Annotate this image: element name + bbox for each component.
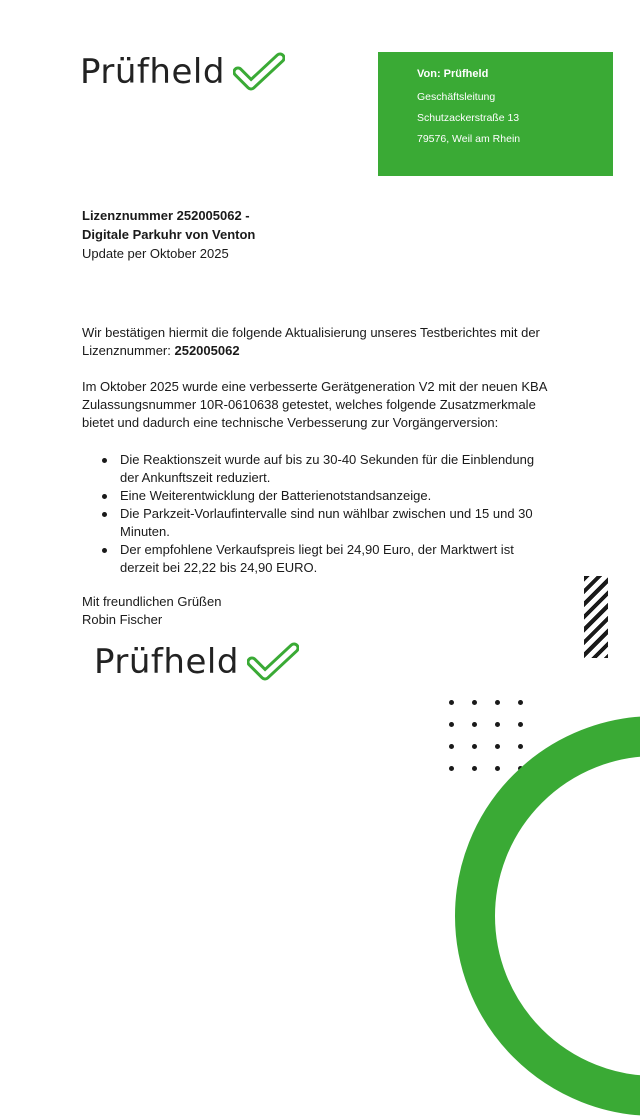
list-item: Eine Weiterentwicklung der Batterienotstandsanzeige. <box>100 487 550 505</box>
dot <box>449 744 454 749</box>
list-item: Der empfohlene Verkaufspreis liegt bei 24,90 Euro, der Marktwert ist derzeit bei 22,22 bis 24,90 EURO. <box>100 541 550 577</box>
checkmark-icon <box>233 52 285 92</box>
feature-list <box>100 451 550 577</box>
dot <box>495 700 500 705</box>
decorative-stripes <box>584 576 608 658</box>
dot <box>495 744 500 749</box>
sender-from: Von: Prüfheld <box>417 68 489 80</box>
dot <box>518 744 523 749</box>
dot <box>495 766 500 771</box>
sender-street: Schutzackerstraße 13 <box>417 112 520 124</box>
subject-block <box>82 206 255 263</box>
dot <box>472 700 477 705</box>
license-number: 252005062 <box>174 343 240 358</box>
subject-update: Update per Oktober 2025 <box>82 246 229 261</box>
subject-license: Lizenznummer 252005062 - <box>82 208 250 223</box>
brand-name: Prüfheld <box>80 52 225 92</box>
dot <box>472 722 477 727</box>
dot <box>472 744 477 749</box>
paragraph-confirmation-text: Wir bestätigen hiermit die folgende Aktualisierung unseres Testberichtes mit der Lizenznummer: <box>82 325 540 358</box>
dot <box>518 722 523 727</box>
dot <box>449 766 454 771</box>
paragraph-confirmation <box>82 324 552 360</box>
dot <box>472 766 477 771</box>
brand-logo-bottom <box>94 642 299 682</box>
subject-product: Digitale Parkuhr von Venton <box>82 227 256 242</box>
brand-name: Prüfheld <box>94 642 239 682</box>
paragraph-details: Im Oktober 2025 wurde eine verbesserte Gerätgeneration V2 mit der neuen KBA Zulassungsnummer 10R-0610638 getestet, welches folgende Zusatzmerkmale bietet und dadurch eine technische Verbesserung zur Vorgängerversion: <box>82 379 547 430</box>
signer-name: Robin Fischer <box>82 612 163 627</box>
dot <box>495 722 500 727</box>
list-item: Die Reaktionszeit wurde auf bis zu 30-40 Sekunden für die Einblendung der Ankunftszeit reduziert. <box>100 451 550 487</box>
sender-block <box>378 52 613 176</box>
list-item: Die Parkzeit-Vorlaufintervalle sind nun wählbar zwischen und 15 und 30 Minuten. <box>100 505 550 541</box>
checkmark-icon <box>247 642 299 682</box>
brand-logo-top <box>80 52 285 92</box>
sender-department: Geschäftsleitung <box>417 91 496 103</box>
closing-greeting: Mit freundlichen Grüßen <box>82 594 222 609</box>
sender-city: 79576, Weil am Rhein <box>417 133 521 145</box>
dot <box>449 700 454 705</box>
dot <box>518 700 523 705</box>
closing-block <box>82 593 221 629</box>
dot <box>449 722 454 727</box>
